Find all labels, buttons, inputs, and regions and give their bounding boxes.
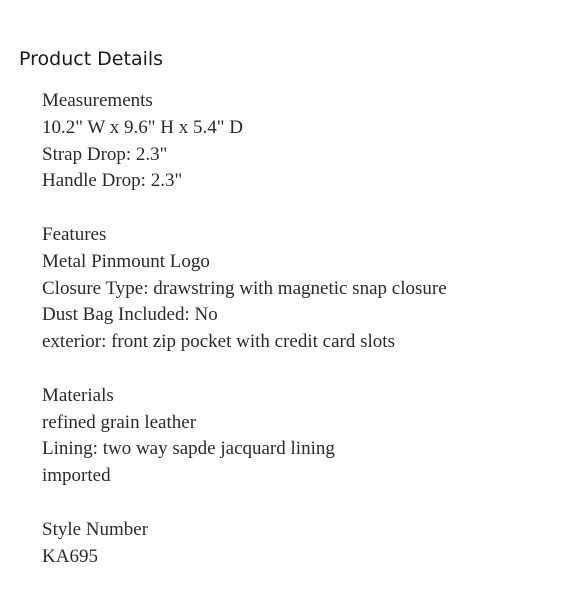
section-title: Style Number [42,518,149,540]
detail-line: Closure Type: drawstring with magnetic snap closure [42,277,447,299]
measurements-section [42,88,572,195]
section-title: Materials [42,384,114,406]
detail-line: exterior: front zip pocket with credit card slots [42,331,395,353]
features-section [42,222,572,356]
section-title: Measurements [42,90,153,111]
materials-section [42,383,572,490]
detail-line: Strap Drop: 2.3" [42,143,168,165]
page-title: Product Details [19,48,164,70]
detail-line: Lining: two way sapde jacquard lining [42,438,335,460]
product-details-body [42,88,572,597]
style-number-section [42,517,572,571]
detail-line: refined grain leather [42,411,197,433]
style-number-value: KA695 [42,545,98,567]
section-title: Features [42,223,107,245]
detail-line: 10.2" W x 9.6" H x 5.4" D [42,116,243,138]
detail-line: Dust Bag Included: No [42,304,218,326]
detail-line: Metal Pinmount Logo [42,250,210,272]
detail-line: Handle Drop: 2.3" [42,170,183,192]
detail-line: imported [42,465,111,487]
